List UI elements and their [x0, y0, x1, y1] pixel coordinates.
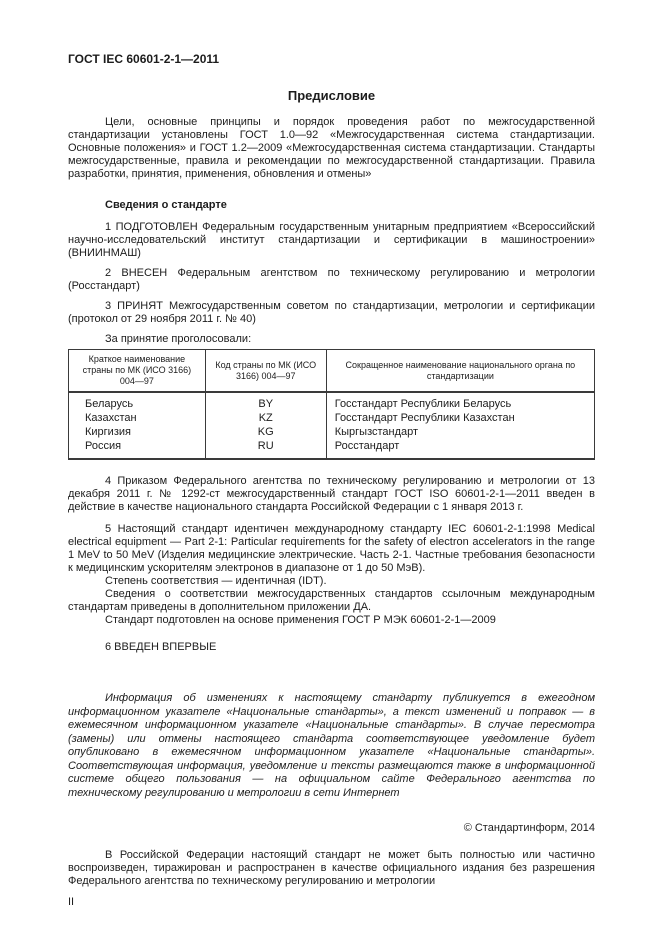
voting-table-header-org: Сокращенное наименование национального органа по стандартизации — [326, 350, 594, 393]
voting-table-header-country: Краткое наименование страны по МК (ИСО 3166) 004—97 — [69, 350, 206, 393]
org-cell: Росстандарт — [326, 439, 594, 459]
org-cell: Госстандарт Республики Беларусь — [326, 392, 594, 411]
document-code: ГОСТ IEC 60601-2-1—2011 — [68, 52, 220, 66]
table-row — [69, 425, 595, 439]
copyright-line: © Стандартинформ, 2014 — [463, 822, 595, 834]
table-row — [69, 439, 595, 459]
vote-intro-line: За принятие проголосовали: — [105, 333, 252, 345]
standard-item-1: 1 ПОДГОТОВЛЕН Федеральным государственным унитарным предприятием «Всероссийский научно-исследовательский институт стандартизации и сертификации в машиностроении» (ВНИИНМАШ) — [68, 221, 595, 259]
reproduction-note: В Российской Федерации настоящий стандарт не может быть полностью или частично воспроизведен, тиражирован и распространен в качестве официального издания без разрешения Федерального агентства по техническому регулированию и метрологии — [68, 849, 595, 887]
amendments-note: Информация об изменениях к настоящему стандарту публикуется в ежегодном информационном указателе «Национальные стандарты», а текст изменений и поправок — в ежемесячном информационном указателе «Национальные стандарты». В случае пересмотра (замены) или отмены настоящего стандарта соответствующее уведомление будет опубликовано в ежемесячном информационном указателе «Национальные стандарты». Соответствующая информация, уведомление и тексты размещаются также в информационной системе общего пользования — на официальном сайте Федерального агентства по техническому регулированию и метрологии в сети Интернет — [68, 692, 595, 799]
org-cell: Кыргызстандарт — [326, 425, 594, 439]
section-heading: Сведения о стандарте — [105, 199, 227, 211]
country-cell: Россия — [69, 439, 206, 459]
page-title: Предисловие — [287, 88, 376, 103]
standard-item-5: 5 Настоящий стандарт идентичен международному стандарту IEC 60601-2-1:1998 Medical electrical equipment — Part 2-1: Particular requirements for the safety of electron accelerators in the range 1 MeV to 50 MeV (Изделия медицинские электрические. Часть 2-1. Частные требования безопасности к медицинским ускорителям электронов в диапазоне от 1 до 50 МэВ). — [68, 523, 595, 574]
conformity-degree-line: Степень соответствия — идентичная (IDT). — [105, 575, 327, 587]
voting-table-body — [69, 392, 595, 459]
reference-standards-line: Сведения о соответствии межгосударственных стандартов ссылочным международным стандартам приведены в дополнительном приложении ДА. — [68, 588, 595, 613]
country-cell: Казахстан — [69, 411, 206, 425]
code-cell: KG — [205, 425, 326, 439]
basis-standard-line: Стандарт подготовлен на основе применения ГОСТ Р МЭК 60601-2-1—2009 — [105, 614, 496, 626]
table-row — [69, 411, 595, 425]
standard-item-6: 6 ВВЕДЕН ВПЕРВЫЕ — [105, 641, 217, 653]
org-cell: Госстандарт Республики Казахстан — [326, 411, 594, 425]
country-cell: Беларусь — [69, 392, 206, 411]
code-cell: BY — [205, 392, 326, 411]
page-number: II — [68, 896, 75, 908]
intro-paragraph: Цели, основные принципы и порядок проведения работ по межгосударственной стандартизации установлены ГОСТ 1.0—92 «Межгосударственная система стандартизации. Основные положения» и ГОСТ 1.2—2009 «Межгосударственная система стандартизации. Стандарты межгосударственные, правила и рекомендации по межгосударственной стандартизации. Правила разработки, принятия, применения, обновления и отмены» — [68, 116, 595, 180]
table-row — [69, 392, 595, 411]
standard-item-2: 2 ВНЕСЕН Федеральным агентством по техническому регулированию и метрологии (Росстандарт) — [68, 267, 595, 292]
standard-item-3: 3 ПРИНЯТ Межгосударственным советом по стандартизации, метрологии и сертификации (протокол от 29 ноября 2011 г. № 40) — [68, 300, 595, 325]
voting-table-header-row — [69, 350, 595, 393]
country-cell: Киргизия — [69, 425, 206, 439]
code-cell: RU — [205, 439, 326, 459]
standard-item-4: 4 Приказом Федерального агентства по техническому регулированию и метрологии от 13 декабря 2011 г. № 1292-ст межгосударственный стандарт ГОСТ ISO 60601-2-1—2011 введен в действие в качестве национального стандарта Российской Федерации с 1 января 2013 г. — [68, 475, 595, 513]
voting-table — [68, 349, 595, 460]
voting-table-head — [69, 350, 595, 393]
code-cell: KZ — [205, 411, 326, 425]
voting-table-header-code: Код страны по МК (ИСО 3166) 004—97 — [205, 350, 326, 393]
